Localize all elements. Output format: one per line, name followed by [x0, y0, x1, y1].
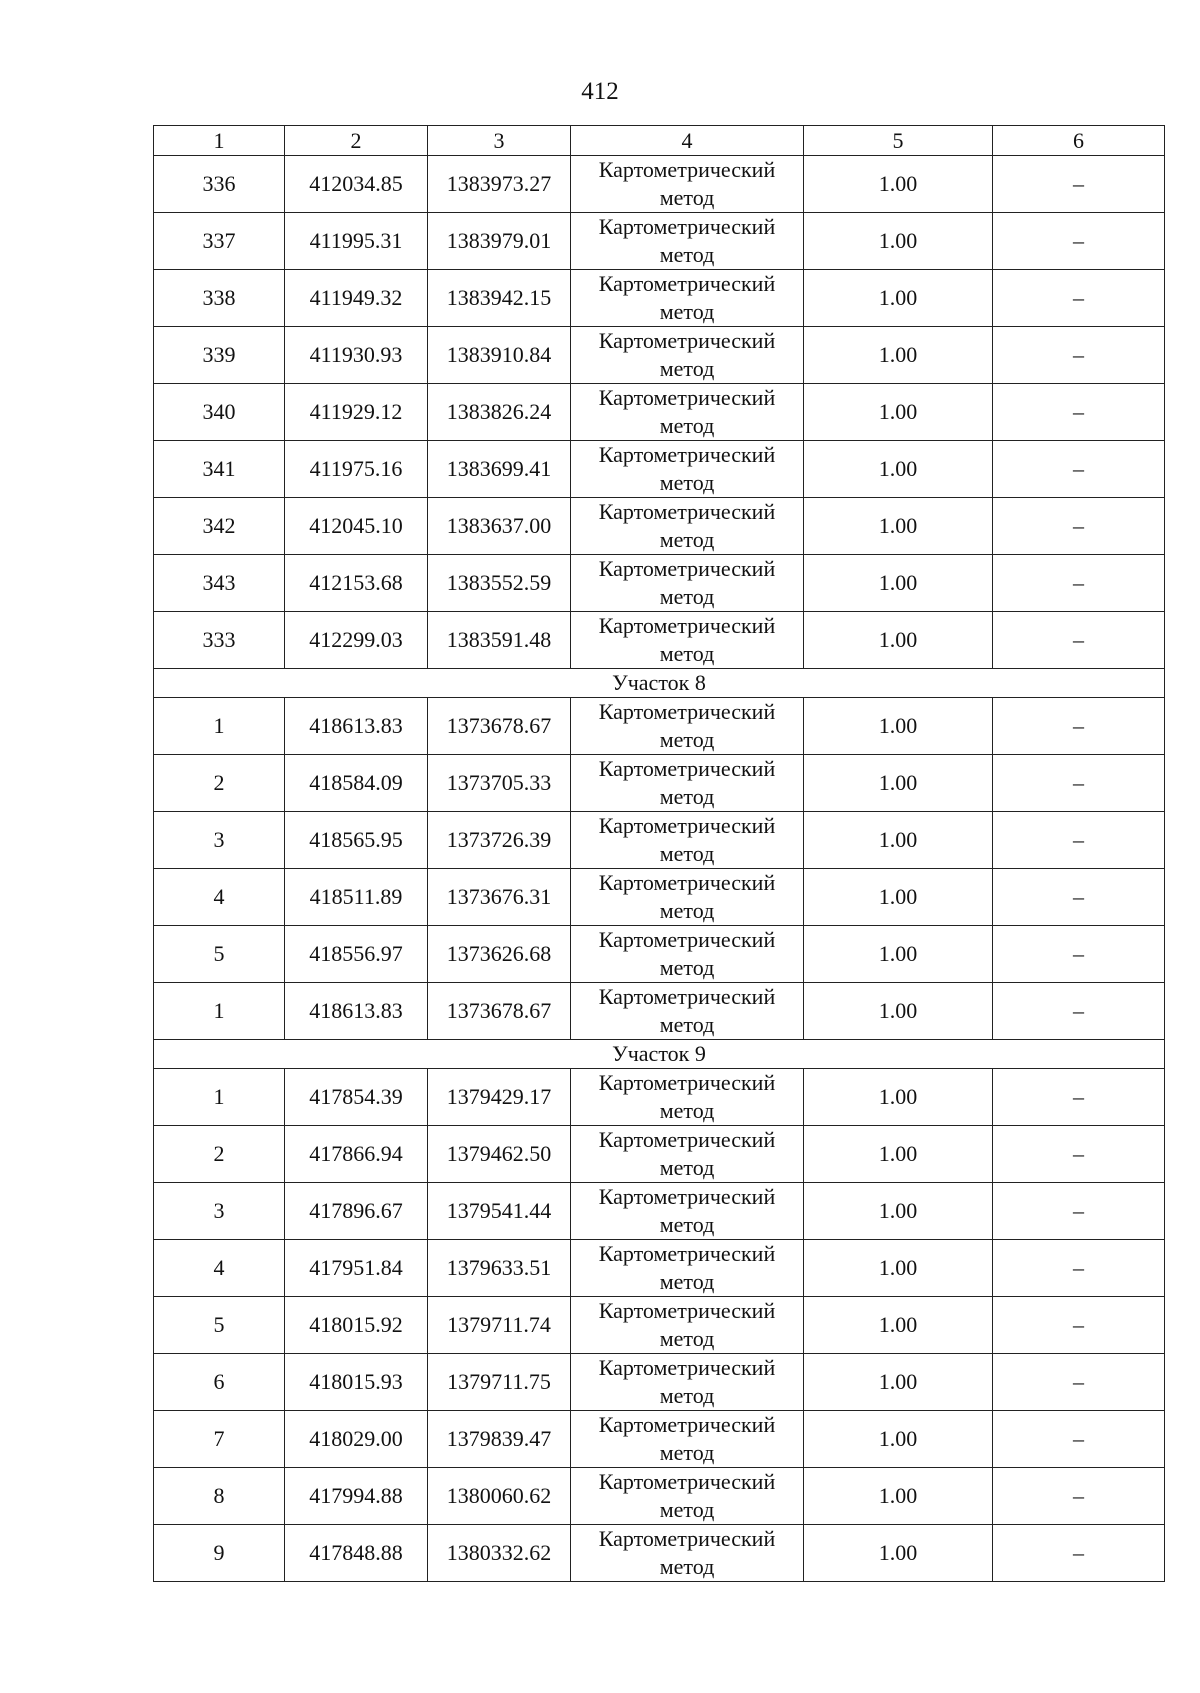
method-cell	[571, 1240, 804, 1297]
coordinate-x: 417896.67	[285, 1183, 428, 1240]
method-line-2: метод	[659, 1497, 715, 1522]
note: –	[993, 1240, 1165, 1297]
coordinate-x: 412045.10	[285, 498, 428, 555]
table-row	[154, 441, 1165, 498]
method-line-1: Картометрический	[598, 499, 776, 524]
accuracy: 1.00	[804, 1183, 993, 1240]
coordinate-y: 1383942.15	[428, 270, 571, 327]
note: –	[993, 441, 1165, 498]
accuracy: 1.00	[804, 1525, 993, 1582]
note: –	[993, 1411, 1165, 1468]
note: –	[993, 1354, 1165, 1411]
method-cell	[571, 384, 804, 441]
table-row	[154, 1126, 1165, 1183]
method-line-2: метод	[659, 1440, 715, 1465]
coordinate-y: 1383910.84	[428, 327, 571, 384]
point-number: 339	[154, 327, 285, 384]
note: –	[993, 612, 1165, 669]
coordinate-x: 412299.03	[285, 612, 428, 669]
coordinate-x: 418511.89	[285, 869, 428, 926]
method-cell	[571, 327, 804, 384]
table-row	[154, 1354, 1165, 1411]
accuracy: 1.00	[804, 1354, 993, 1411]
accuracy: 1.00	[804, 1411, 993, 1468]
method-line-2: метод	[659, 299, 715, 324]
coordinate-y: 1383699.41	[428, 441, 571, 498]
coordinate-x: 417866.94	[285, 1126, 428, 1183]
column-header: 4	[571, 126, 804, 156]
method-line-1: Картометрический	[598, 870, 776, 895]
method-cell	[571, 1354, 804, 1411]
coordinate-x: 418029.00	[285, 1411, 428, 1468]
method-line-1: Картометрический	[598, 1355, 776, 1380]
coordinate-x: 418015.92	[285, 1297, 428, 1354]
accuracy: 1.00	[804, 270, 993, 327]
method-line-1: Картометрический	[598, 1298, 776, 1323]
table-row	[154, 1468, 1165, 1525]
method-line-1: Картометрический	[598, 328, 776, 353]
point-number: 340	[154, 384, 285, 441]
table-row	[154, 213, 1165, 270]
method-cell	[571, 1126, 804, 1183]
method-cell	[571, 213, 804, 270]
accuracy: 1.00	[804, 1069, 993, 1126]
table-row	[154, 983, 1165, 1040]
coordinate-y: 1379633.51	[428, 1240, 571, 1297]
coordinate-y: 1383973.27	[428, 156, 571, 213]
coordinate-x: 411929.12	[285, 384, 428, 441]
method-line-1: Картометрический	[598, 984, 776, 1009]
note: –	[993, 1183, 1165, 1240]
note: –	[993, 1525, 1165, 1582]
method-line-2: метод	[659, 470, 715, 495]
point-number: 2	[154, 755, 285, 812]
coordinate-x: 417951.84	[285, 1240, 428, 1297]
note: –	[993, 213, 1165, 270]
table-row	[154, 812, 1165, 869]
table-row	[154, 1525, 1165, 1582]
note: –	[993, 698, 1165, 755]
coordinate-x: 412034.85	[285, 156, 428, 213]
coordinate-y: 1373726.39	[428, 812, 571, 869]
table-row	[154, 1411, 1165, 1468]
method-cell	[571, 555, 804, 612]
point-number: 343	[154, 555, 285, 612]
method-line-2: метод	[659, 413, 715, 438]
coordinate-y: 1383826.24	[428, 384, 571, 441]
method-cell	[571, 926, 804, 983]
accuracy: 1.00	[804, 213, 993, 270]
method-line-2: метод	[659, 641, 715, 666]
note: –	[993, 812, 1165, 869]
method-line-2: метод	[659, 185, 715, 210]
column-header: 5	[804, 126, 993, 156]
method-line-2: метод	[659, 841, 715, 866]
accuracy: 1.00	[804, 555, 993, 612]
method-line-2: метод	[659, 955, 715, 980]
coordinate-y: 1380332.62	[428, 1525, 571, 1582]
point-number: 338	[154, 270, 285, 327]
table-row	[154, 555, 1165, 612]
coordinate-y: 1373678.67	[428, 983, 571, 1040]
note: –	[993, 1468, 1165, 1525]
method-cell	[571, 156, 804, 213]
coordinate-x: 411930.93	[285, 327, 428, 384]
method-line-1: Картометрический	[598, 927, 776, 952]
method-line-2: метод	[659, 1383, 715, 1408]
method-cell	[571, 1411, 804, 1468]
method-line-1: Картометрический	[598, 613, 776, 638]
method-line-2: метод	[659, 242, 715, 267]
method-line-2: метод	[659, 1098, 715, 1123]
method-line-2: метод	[659, 584, 715, 609]
point-number: 7	[154, 1411, 285, 1468]
table-row	[154, 270, 1165, 327]
accuracy: 1.00	[804, 1240, 993, 1297]
coordinate-x: 418556.97	[285, 926, 428, 983]
coordinate-y: 1373626.68	[428, 926, 571, 983]
note: –	[993, 498, 1165, 555]
note: –	[993, 1126, 1165, 1183]
method-line-1: Картометрический	[598, 1127, 776, 1152]
method-line-1: Картометрический	[598, 1241, 776, 1266]
note: –	[993, 156, 1165, 213]
coordinate-x: 418565.95	[285, 812, 428, 869]
section-title-row	[154, 1040, 1165, 1069]
table-row	[154, 612, 1165, 669]
note: –	[993, 926, 1165, 983]
method-line-2: метод	[659, 1326, 715, 1351]
accuracy: 1.00	[804, 612, 993, 669]
table-row	[154, 384, 1165, 441]
table-row	[154, 1183, 1165, 1240]
point-number: 8	[154, 1468, 285, 1525]
method-line-1: Картометрический	[598, 1070, 776, 1095]
method-line-2: метод	[659, 1012, 715, 1037]
method-cell	[571, 983, 804, 1040]
table-row	[154, 1069, 1165, 1126]
coordinate-x: 411975.16	[285, 441, 428, 498]
method-line-1: Картометрический	[598, 214, 776, 239]
coordinate-x: 411995.31	[285, 213, 428, 270]
coordinate-x: 412153.68	[285, 555, 428, 612]
accuracy: 1.00	[804, 498, 993, 555]
point-number: 2	[154, 1126, 285, 1183]
method-line-1: Картометрический	[598, 385, 776, 410]
method-cell	[571, 1069, 804, 1126]
method-cell	[571, 812, 804, 869]
note: –	[993, 755, 1165, 812]
method-line-1: Картометрический	[598, 699, 776, 724]
coordinate-y: 1373705.33	[428, 755, 571, 812]
column-header: 1	[154, 126, 285, 156]
point-number: 1	[154, 698, 285, 755]
method-cell	[571, 441, 804, 498]
method-line-2: метод	[659, 1212, 715, 1237]
method-line-2: метод	[659, 1155, 715, 1180]
note: –	[993, 555, 1165, 612]
point-number: 341	[154, 441, 285, 498]
coordinate-y: 1379462.50	[428, 1126, 571, 1183]
coordinate-y: 1379839.47	[428, 1411, 571, 1468]
method-cell	[571, 1468, 804, 1525]
accuracy: 1.00	[804, 1297, 993, 1354]
accuracy: 1.00	[804, 384, 993, 441]
point-number: 342	[154, 498, 285, 555]
note: –	[993, 327, 1165, 384]
method-line-2: метод	[659, 784, 715, 809]
column-header: 3	[428, 126, 571, 156]
note: –	[993, 384, 1165, 441]
method-line-2: метод	[659, 1269, 715, 1294]
coordinate-y: 1379711.75	[428, 1354, 571, 1411]
method-cell	[571, 755, 804, 812]
method-line-2: метод	[659, 727, 715, 752]
method-line-1: Картометрический	[598, 1526, 776, 1551]
method-cell	[571, 698, 804, 755]
section-title: Участок 8	[154, 669, 1165, 698]
coordinate-x: 418015.93	[285, 1354, 428, 1411]
accuracy: 1.00	[804, 1126, 993, 1183]
table-row	[154, 926, 1165, 983]
point-number: 4	[154, 869, 285, 926]
coordinate-x: 417848.88	[285, 1525, 428, 1582]
point-number: 9	[154, 1525, 285, 1582]
point-number: 5	[154, 1297, 285, 1354]
method-cell	[571, 869, 804, 926]
coordinate-x: 418613.83	[285, 983, 428, 1040]
accuracy: 1.00	[804, 812, 993, 869]
coordinate-y: 1373676.31	[428, 869, 571, 926]
coordinate-y: 1383637.00	[428, 498, 571, 555]
accuracy: 1.00	[804, 1468, 993, 1525]
table-row	[154, 156, 1165, 213]
point-number: 3	[154, 1183, 285, 1240]
coordinate-y: 1383979.01	[428, 213, 571, 270]
note: –	[993, 1297, 1165, 1354]
accuracy: 1.00	[804, 755, 993, 812]
accuracy: 1.00	[804, 327, 993, 384]
table-row	[154, 327, 1165, 384]
coordinate-y: 1373678.67	[428, 698, 571, 755]
table-row	[154, 755, 1165, 812]
point-number: 4	[154, 1240, 285, 1297]
accuracy: 1.00	[804, 926, 993, 983]
point-number: 1	[154, 1069, 285, 1126]
column-header: 2	[285, 126, 428, 156]
method-cell	[571, 1525, 804, 1582]
coordinate-x: 417854.39	[285, 1069, 428, 1126]
table-row	[154, 498, 1165, 555]
point-number: 6	[154, 1354, 285, 1411]
note: –	[993, 869, 1165, 926]
coordinate-x: 417994.88	[285, 1468, 428, 1525]
method-line-2: метод	[659, 898, 715, 923]
table-row	[154, 1240, 1165, 1297]
method-line-1: Картометрический	[598, 1412, 776, 1437]
point-number: 3	[154, 812, 285, 869]
method-cell	[571, 1297, 804, 1354]
coordinate-y: 1380060.62	[428, 1468, 571, 1525]
section-title-row	[154, 669, 1165, 698]
point-number: 5	[154, 926, 285, 983]
point-number: 333	[154, 612, 285, 669]
point-number: 336	[154, 156, 285, 213]
table-row	[154, 869, 1165, 926]
column-header: 6	[993, 126, 1165, 156]
method-line-2: метод	[659, 1554, 715, 1579]
accuracy: 1.00	[804, 983, 993, 1040]
coordinate-x: 418613.83	[285, 698, 428, 755]
coordinate-y: 1379541.44	[428, 1183, 571, 1240]
table-row	[154, 1297, 1165, 1354]
method-line-2: метод	[659, 527, 715, 552]
method-line-1: Картометрический	[598, 756, 776, 781]
page-number: 412	[581, 78, 619, 105]
section-title: Участок 9	[154, 1040, 1165, 1069]
coordinate-y: 1379429.17	[428, 1069, 571, 1126]
method-line-1: Картометрический	[598, 1469, 776, 1494]
method-line-1: Картометрический	[598, 271, 776, 296]
coordinate-y: 1383552.59	[428, 555, 571, 612]
header-row	[154, 126, 1165, 156]
accuracy: 1.00	[804, 869, 993, 926]
table-row	[154, 698, 1165, 755]
method-line-1: Картометрический	[598, 556, 776, 581]
coordinate-y: 1383591.48	[428, 612, 571, 669]
method-cell	[571, 612, 804, 669]
method-line-1: Картометрический	[598, 1184, 776, 1209]
method-line-1: Картометрический	[598, 157, 776, 182]
coordinate-x: 418584.09	[285, 755, 428, 812]
accuracy: 1.00	[804, 698, 993, 755]
method-cell	[571, 270, 804, 327]
method-line-1: Картометрический	[598, 442, 776, 467]
method-line-1: Картометрический	[598, 813, 776, 838]
coordinate-x: 411949.32	[285, 270, 428, 327]
coordinates-table	[153, 125, 1165, 1582]
note: –	[993, 1069, 1165, 1126]
method-line-2: метод	[659, 356, 715, 381]
accuracy: 1.00	[804, 441, 993, 498]
accuracy: 1.00	[804, 156, 993, 213]
note: –	[993, 270, 1165, 327]
point-number: 337	[154, 213, 285, 270]
method-cell	[571, 498, 804, 555]
method-cell	[571, 1183, 804, 1240]
coordinate-y: 1379711.74	[428, 1297, 571, 1354]
note: –	[993, 983, 1165, 1040]
table-body	[154, 156, 1165, 1582]
point-number: 1	[154, 983, 285, 1040]
